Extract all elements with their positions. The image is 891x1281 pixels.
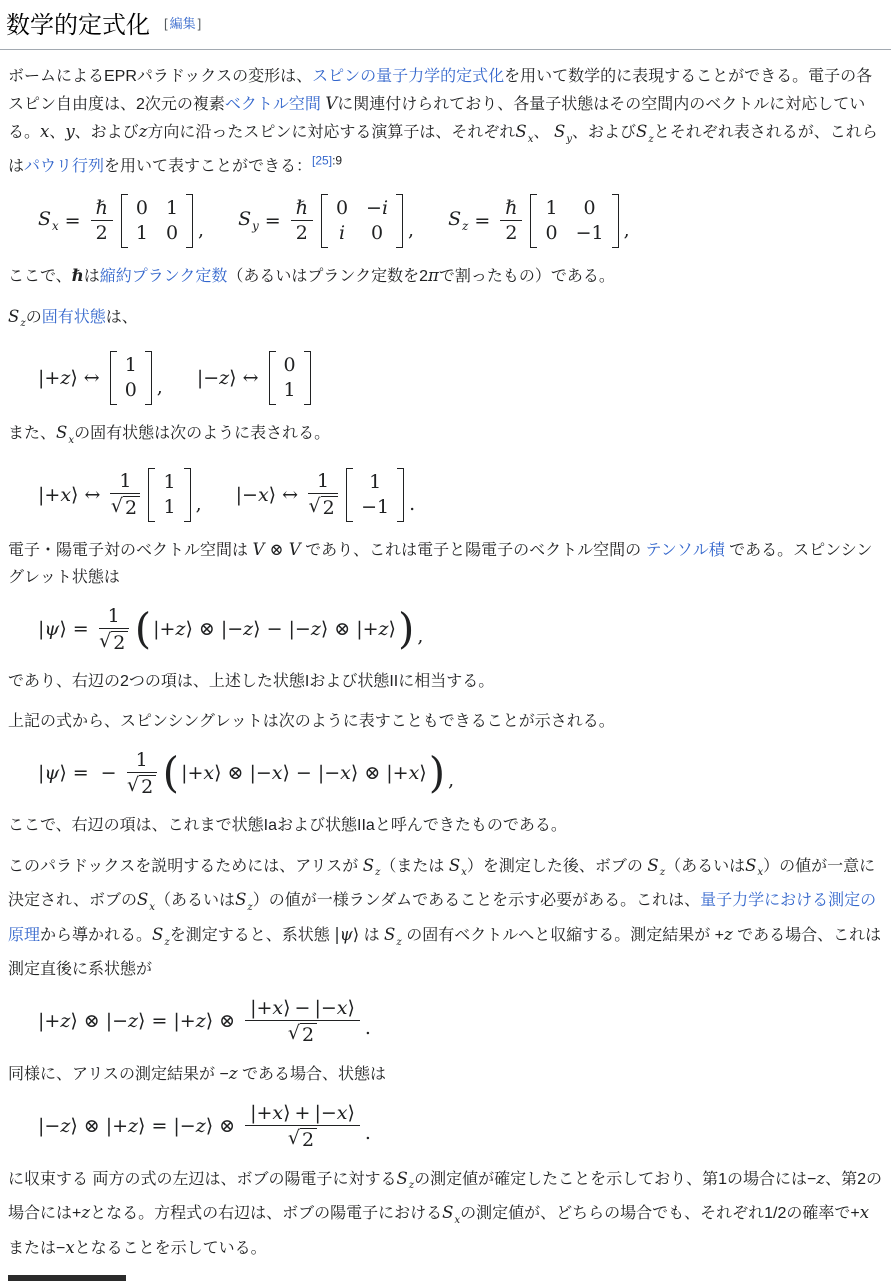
math-o: ⊗ xyxy=(198,618,215,641)
math-ket: |+x⟩ xyxy=(386,762,427,785)
math-ket: |+z⟩ xyxy=(153,618,193,641)
math-o: − xyxy=(100,762,117,785)
math-o: ⊗ xyxy=(227,762,244,785)
text-run: の固有状態は次のように表される。 xyxy=(74,425,331,443)
math-mat: 0 −i i 0 xyxy=(321,194,403,248)
math-o: = xyxy=(72,618,89,641)
inline-math: $S_z$ xyxy=(8,306,26,330)
text-run: 、 xyxy=(49,124,66,141)
text-run: 電子・陽電子対のベクトル空間は xyxy=(8,541,253,559)
math-v: ℏ xyxy=(505,197,518,220)
text-run: は xyxy=(359,926,385,944)
wiki-link[interactable]: ベクトル空間 xyxy=(224,96,321,113)
math-o: ↔ xyxy=(282,483,299,506)
math-o: ⊗ xyxy=(364,762,381,785)
text-run: 、 xyxy=(533,124,554,141)
math-ket: |+x⟩ xyxy=(181,762,222,785)
inline-math: ℏ xyxy=(71,265,84,285)
math-o: 1 xyxy=(135,748,148,771)
inline-math: π xyxy=(427,265,439,285)
math-ket: |−x⟩ xyxy=(249,762,290,785)
paragraph xyxy=(8,63,885,180)
edit-section xyxy=(162,16,203,31)
text-run: であり、右辺の2つの項は、上述した状態Iおよび状態IIに相当する。 xyxy=(8,672,495,690)
math-frac xyxy=(308,470,338,519)
math-ket: |−x⟩ xyxy=(314,1101,355,1124)
math-ket: |−z⟩ xyxy=(38,1115,78,1138)
inline-math: z xyxy=(228,1063,238,1083)
math-o: ⊗ xyxy=(219,1115,236,1138)
math-o: 2 xyxy=(95,222,108,245)
text-run: （または xyxy=(380,857,449,875)
reference-sup xyxy=(332,153,342,167)
math-formula xyxy=(8,1102,885,1151)
math-o: 1 xyxy=(107,604,120,627)
text-run: で割ったもの）である。 xyxy=(438,267,615,285)
math-ket: |+z⟩ xyxy=(356,618,396,641)
text-run: に関連付けられており、各量子状態はその空間内のベクトルに対応している。 xyxy=(8,96,866,141)
text-run: 、および xyxy=(74,124,139,141)
edit-bracket-open: [ xyxy=(164,16,168,31)
edit-bracket-close: ] xyxy=(197,16,202,31)
inline-math: x xyxy=(859,1203,870,1223)
text-run: 、および xyxy=(572,124,637,141)
inline-math: $S_x$ xyxy=(56,423,75,446)
math-frac xyxy=(127,749,157,798)
math-v: ℏ xyxy=(95,197,108,220)
math-o: , xyxy=(195,492,202,515)
text-run: を用いて表すことができる： xyxy=(104,157,313,175)
math-o: ↔ xyxy=(83,367,100,390)
math-o: ⊗ xyxy=(219,1010,236,1033)
math-big: ( xyxy=(134,604,152,654)
text-run: 同様に、アリスの測定結果が − xyxy=(8,1065,229,1083)
inline-math: $S_z$ xyxy=(362,855,381,879)
reference-sup xyxy=(312,153,332,167)
paragraph xyxy=(8,1165,885,1262)
text-run: 、第2の場合には+ xyxy=(8,1170,883,1223)
inline-math: V xyxy=(252,539,265,559)
math-v: $S_x$ xyxy=(38,207,59,234)
text-run: （あるいはプランク定数を2 xyxy=(227,267,428,285)
math-o: = xyxy=(64,209,81,232)
text-run: とそれぞれ表されるが、これらは xyxy=(8,124,878,175)
math-frac xyxy=(91,197,113,244)
math-frac xyxy=(245,1102,360,1151)
math-ket: |−x⟩ xyxy=(235,483,277,506)
text-run: 上記の式から、スピンシングレットは次のように表すこともできることが示される。 xyxy=(8,712,615,730)
text-run: である。スピンシングレット状態は xyxy=(8,541,873,586)
math-o: , xyxy=(623,218,630,241)
text-run: である場合、これは測定直後に系状態が xyxy=(8,926,882,978)
inline-math: $S_x$ xyxy=(136,890,156,913)
text-run: ）の値が一様ランダムであることを示す必要がある。これは、 xyxy=(252,892,701,910)
text-run: となることを示している。 xyxy=(74,1239,267,1257)
text-run: ）を測定した後、ボブの xyxy=(466,857,648,875)
paragraph xyxy=(8,536,885,591)
text-run: または− xyxy=(8,1239,66,1257)
math-o: ↔ xyxy=(242,367,259,390)
math-mat: 1 0 xyxy=(110,351,152,405)
math-frac xyxy=(99,605,129,654)
math-ket: |−z⟩ xyxy=(288,618,329,641)
math-mat: 1 −1 xyxy=(346,468,404,522)
inline-math: z xyxy=(138,122,148,141)
math-o: 2 xyxy=(295,222,308,245)
math-o: ↔ xyxy=(84,483,101,506)
math-o: − xyxy=(266,618,283,641)
math-o: ⊗ xyxy=(83,1115,100,1138)
math-big: ) xyxy=(397,604,415,654)
next-section-partial xyxy=(8,1275,126,1281)
text-run: の xyxy=(25,308,42,326)
math-formula xyxy=(8,605,885,654)
text-run: ここで、右辺の項は、これまで状態Iaおよび状態IIaと呼んできたものである。 xyxy=(8,816,567,834)
inline-math: ψ xyxy=(339,924,353,944)
text-run: から導かれる。 xyxy=(40,926,153,944)
inline-math: ⊗ xyxy=(264,539,289,559)
paragraph xyxy=(8,708,885,735)
inline-math: | xyxy=(334,924,340,944)
math-o: , xyxy=(448,768,455,791)
math-sqrt: √ 2 xyxy=(308,495,337,519)
math-v: $S_y$ xyxy=(238,207,259,234)
math-o: + xyxy=(294,1101,311,1124)
math-o: ⊗ xyxy=(334,618,351,641)
math-ket: |+z⟩ xyxy=(173,1010,214,1033)
inline-math: V xyxy=(288,539,301,559)
inline-math: x xyxy=(65,1237,75,1257)
math-ket: |+x⟩ xyxy=(38,483,79,506)
inline-math: $S_z$ xyxy=(636,122,654,145)
wiki-link[interactable]: パウリ行列 xyxy=(24,157,105,175)
section-heading xyxy=(0,0,891,50)
math-o: , xyxy=(417,624,424,647)
section-title: 数学的定式化 xyxy=(6,12,150,39)
math-ket: |+x⟩ xyxy=(250,1101,291,1124)
math-ket: |−x⟩ xyxy=(317,762,359,785)
text-run: の固有ベクトルへと収縮する。測定結果が + xyxy=(401,926,724,944)
math-ket: |+x⟩ xyxy=(250,996,291,1019)
math-o: = xyxy=(151,1115,168,1138)
math-o: . xyxy=(409,492,416,515)
text-run: の測定値が、どちらの場合でも、それぞれ1/2の確率で+ xyxy=(460,1205,860,1223)
text-run: を用いて数学的に表現することができる。電子の各スピン自由度は、2次元の複素 xyxy=(8,68,873,113)
math-o: , xyxy=(156,376,163,399)
inline-math: y xyxy=(65,122,75,141)
text-run: :9 xyxy=(332,153,343,168)
text-run: であり、これは電子と陽電子のベクトル空間の xyxy=(300,541,646,559)
text-run: ）の値が一意に決定され、ボブの xyxy=(8,857,876,910)
text-run: また、 xyxy=(8,425,57,443)
text-run: となる。方程式の右辺は、ボブの陽電子における xyxy=(90,1205,443,1223)
inline-math: $S_z$ xyxy=(647,855,666,879)
math-sqrt: √ 2 xyxy=(127,774,156,798)
math-ket: |ψ⟩ xyxy=(38,618,67,641)
paragraph xyxy=(8,1060,885,1088)
inline-math: $S_z$ xyxy=(384,924,402,948)
math-o: 1 xyxy=(317,470,330,493)
reference-link[interactable]: [25] xyxy=(312,153,333,168)
article-content xyxy=(0,63,891,1281)
math-o: = xyxy=(264,209,281,232)
edit-link[interactable]: 編集 xyxy=(169,16,196,31)
math-frac xyxy=(245,997,360,1046)
math-sqrt: √ 2 xyxy=(288,1127,317,1151)
inline-math: $S_z$ xyxy=(152,924,170,948)
wiki-link[interactable]: 縮約プランク定数 xyxy=(99,267,228,285)
text-run: （あるいは xyxy=(155,892,236,910)
math-o: = xyxy=(72,762,89,785)
text-run: の測定値が確定したことを示しており、第1の場合には− xyxy=(414,1170,817,1188)
math-frac xyxy=(291,197,313,244)
math-formula xyxy=(8,468,885,522)
math-ket: |ψ⟩ xyxy=(38,762,67,785)
wiki-link[interactable]: 固有状態 xyxy=(41,308,106,326)
text-run: このパラドックスを説明するためには、アリスが xyxy=(8,857,363,875)
math-formula xyxy=(8,997,885,1046)
math-mat: 0 1 xyxy=(269,351,311,405)
text-run: ボームによるEPRパラドックスの変形は、 xyxy=(8,68,313,85)
math-v: ℏ xyxy=(295,197,308,220)
inline-math: $S_x$ xyxy=(442,1203,461,1226)
text-run: は xyxy=(83,267,100,285)
paragraph xyxy=(8,262,885,290)
text-run: は、 xyxy=(105,308,138,326)
math-o: − xyxy=(295,762,312,785)
math-mat: 1 1 xyxy=(148,468,190,522)
math-formula xyxy=(8,194,885,248)
math-o: , xyxy=(408,218,415,241)
inline-math: z xyxy=(816,1168,826,1188)
math-ket: |+z⟩ xyxy=(38,367,78,390)
paragraph xyxy=(8,812,885,839)
math-ket: |+z⟩ xyxy=(105,1115,146,1138)
wiki-link[interactable]: スピンの量子力学的定式化 xyxy=(312,68,505,85)
inline-math: $S_x$ xyxy=(745,855,764,879)
paragraph xyxy=(8,303,885,338)
text-run: ここで、 xyxy=(8,267,72,285)
math-sqrt: √ 2 xyxy=(288,1022,317,1046)
math-frac xyxy=(110,470,140,519)
math-mat: 1 0 0 −1 xyxy=(530,194,618,248)
math-o: . xyxy=(364,1016,371,1039)
math-o: = xyxy=(474,209,491,232)
inline-math: $S_x$ xyxy=(448,855,467,879)
math-o: , xyxy=(198,218,205,241)
math-big: ) xyxy=(428,748,446,798)
math-ket: |−x⟩ xyxy=(314,996,355,1019)
text-run: を測定すると、系状態 xyxy=(169,926,335,944)
inline-math: $S_z$ xyxy=(396,1168,415,1192)
inline-math: x xyxy=(40,122,50,141)
math-frac xyxy=(500,197,522,244)
wiki-link[interactable]: 量子力学における測定の原理 xyxy=(8,892,877,944)
math-big: ( xyxy=(162,748,180,798)
math-o: ⊗ xyxy=(83,1010,100,1033)
inline-math: V xyxy=(325,94,338,113)
math-o: . xyxy=(364,1121,371,1144)
math-ket: |+z⟩ xyxy=(38,1010,78,1033)
paragraph xyxy=(8,668,885,695)
math-mat: 0 1 1 0 xyxy=(121,194,193,248)
math-ket: |−z⟩ xyxy=(105,1010,146,1033)
inline-math: $S_x$ xyxy=(515,122,534,145)
math-o: 1 xyxy=(119,470,132,493)
text-run: である場合、状態は xyxy=(237,1065,386,1083)
math-o: 2 xyxy=(505,222,518,245)
text-run: に収束する 両方の式の左辺は、ボブの陽電子に対する xyxy=(8,1170,397,1188)
math-sqrt: √ 2 xyxy=(111,495,140,519)
math-o: = xyxy=(151,1010,168,1033)
text-run: 方向に沿ったスピンに対応する演算子は、それぞれ xyxy=(147,124,516,141)
paragraph xyxy=(8,419,885,454)
math-ket: |−z⟩ xyxy=(220,618,261,641)
inline-math: ⟩ xyxy=(352,924,360,944)
math-formula xyxy=(8,351,885,405)
wiki-link[interactable]: テンソル積 xyxy=(645,541,725,559)
math-formula xyxy=(8,749,885,798)
inline-math: $S_y$ xyxy=(553,122,573,145)
math-o: − xyxy=(294,996,311,1019)
inline-math: $S_z$ xyxy=(235,890,253,913)
paragraph xyxy=(8,852,885,983)
inline-math: z xyxy=(724,924,733,944)
math-v: $S_z$ xyxy=(448,207,469,234)
math-ket: |−z⟩ xyxy=(196,367,237,390)
text-run: （あるいは xyxy=(665,857,746,875)
math-sqrt: √ 2 xyxy=(99,630,128,654)
inline-math: z xyxy=(81,1203,91,1223)
math-ket: |−z⟩ xyxy=(173,1115,214,1138)
